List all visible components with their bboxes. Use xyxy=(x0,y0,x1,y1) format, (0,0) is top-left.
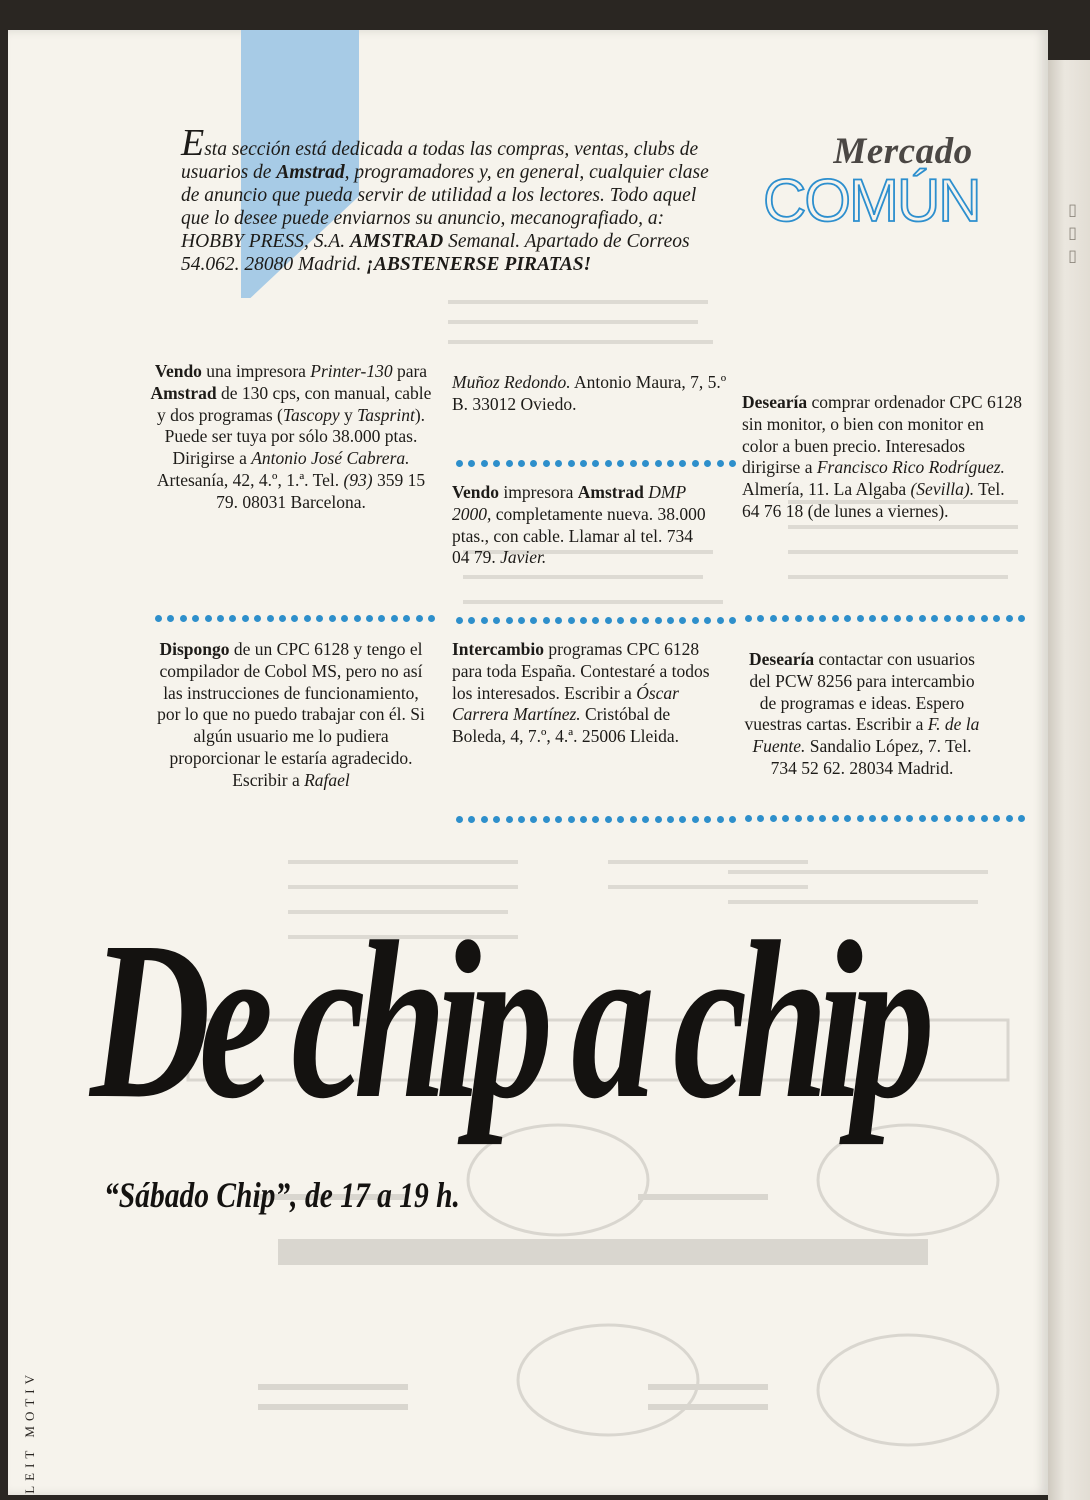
ad-lead: Intercambio xyxy=(452,639,545,659)
classified-ad-2 xyxy=(452,372,728,416)
adjacent-page-glyphs: ▯▯▯ xyxy=(1063,200,1080,269)
ad-italic: Antonio José Cabrera. xyxy=(251,448,410,469)
intro-bold-3: ¡ABSTENERSE PIRATAS! xyxy=(366,254,592,275)
footer-vertical-label: LEIT MOTIV xyxy=(22,1370,37,1494)
ad-italic: Javier. xyxy=(500,547,547,568)
ad-italic: Óscar Carrera Martínez. xyxy=(452,682,679,725)
ad-italic: Tascopy xyxy=(282,404,340,425)
ad-italic: Francisco Rico Rodríguez. xyxy=(816,457,1005,478)
intro-text-2: , programadores y, en general, cualquier clase de anuncio que pueda servir de utilidad a los lectores. Todo aquel que lo desee puede enviarnos su anuncio, mecanografiado, a: HOBBY PRESS, S.A. xyxy=(181,162,709,252)
ad-text: Cristóbal de Boleda, 4, 7.º, 4.ª. 25006 Lleida. xyxy=(452,704,680,747)
ad-italic: Muñoz Redondo. xyxy=(452,372,571,392)
section-title-comun: COMÚN xyxy=(763,167,980,234)
ad-text: una impresora xyxy=(201,361,311,381)
magazine-page xyxy=(8,30,1048,1495)
intro-dropcap: E xyxy=(181,122,205,164)
classified-ad-5 xyxy=(150,639,432,792)
ad-text: impresora xyxy=(499,482,578,502)
ad-text: ). Puede ser tuya por sólo 38.000 ptas. Dirigirse a xyxy=(164,404,426,469)
dotted-divider xyxy=(745,813,1025,823)
dotted-divider xyxy=(456,458,736,468)
dotted-divider xyxy=(456,814,736,824)
ad-text: contactar con usuarios del PCW 8256 para intercambio de programas e ideas. Espero vuestras cartas. Escribir a xyxy=(744,649,975,735)
intro-paragraph xyxy=(181,122,721,276)
ad-bold: Amstrad xyxy=(150,382,217,403)
ad-italic: (Sevilla). xyxy=(910,479,975,500)
ad-lead: Dispongo xyxy=(159,639,230,659)
ad-text: Antonio Maura, 7, 5.º B. 33012 Oviedo. xyxy=(452,372,727,414)
ad-bold: Amstrad xyxy=(577,482,644,502)
ad-italic: Tasprint xyxy=(357,404,415,425)
ad-text: Tel. 64 76 18 (de lunes a viernes). xyxy=(742,479,1005,521)
section-title xyxy=(763,130,1023,233)
ad-text: Almería, 11. La Algaba xyxy=(742,479,911,500)
intro-bold-1: Amstrad xyxy=(276,162,345,183)
dotted-divider xyxy=(155,613,435,623)
ad-text: de un CPC 6128 y tengo el compilador de Cobol MS, pero no así las instrucciones de funcionamiento, por lo que no puedo trabajar con él. Si algún usuario me lo pudiera proporcionar le estaría agradecido. Escribir a xyxy=(157,639,425,790)
dotted-divider xyxy=(456,615,736,625)
classified-ad-6 xyxy=(452,639,728,748)
ad-text: para xyxy=(392,361,428,381)
ad-text: 359 15 79. 08031 Barcelona. xyxy=(216,469,426,512)
classified-ad-4 xyxy=(742,392,1022,523)
ad-text: comprar ordenador CPC 6128 sin monitor, o bien con monitor en color a buen precio. Interesados dirigirse a xyxy=(742,392,1022,478)
dotted-divider xyxy=(745,613,1025,623)
ad-lead: Vendo xyxy=(154,361,202,381)
ad-italic: (93) xyxy=(343,469,373,490)
ad-lead: Desearía xyxy=(749,649,815,669)
headline: De chip a chip xyxy=(90,895,923,1145)
ad-italic: Rafael xyxy=(304,769,350,790)
ad-italic: F. de la Fuente. xyxy=(752,714,980,757)
ad-italic: DMP 2000 xyxy=(452,482,686,524)
classified-ad-3 xyxy=(452,482,714,569)
ad-text: programas CPC 6128 para toda España. Contestaré a todos los interesados. Escribir a xyxy=(452,639,710,703)
intro-text-3: Semanal. Apartado de Correos 54.062. 28080 Madrid. xyxy=(181,231,690,275)
ad-lead: Desearía xyxy=(742,392,808,412)
classified-ad-7 xyxy=(744,649,980,780)
ad-text: , completamente nueva. 38.000 ptas., con cable. Llamar al tel. 734 04 79. xyxy=(452,503,706,568)
section-title-mercado: Mercado xyxy=(833,131,973,172)
classified-ad-1 xyxy=(150,361,432,514)
ad-italic: Printer-130 xyxy=(310,361,393,381)
adjacent-page-edge xyxy=(1048,60,1090,1500)
ad-text: y xyxy=(339,404,358,425)
subheadline: “Sábado Chip”, de 17 a 19 h. xyxy=(104,1175,460,1215)
intro-text-1: sta sección está dedicada a todas las compras, ventas, clubs de usuarios de xyxy=(181,139,699,183)
ad-text: Artesanía, 42, 4.º, 1.ª. Tel. xyxy=(156,469,344,490)
ad-text: de 130 cps, con manual, cable y dos programas ( xyxy=(156,382,432,425)
ad-lead: Vendo xyxy=(452,482,500,502)
ad-text: Sandalio López, 7. Tel. 734 52 62. 28034 Madrid. xyxy=(770,736,972,778)
intro-bold-2: AMSTRAD xyxy=(349,231,444,252)
